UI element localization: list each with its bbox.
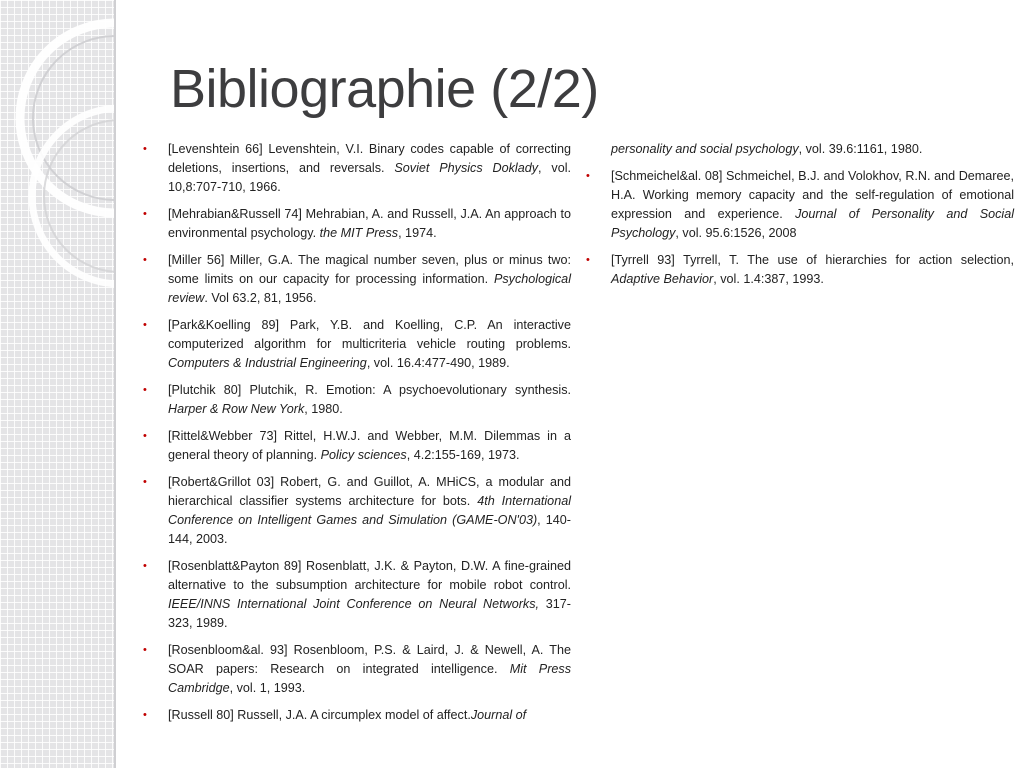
- reference-text: [Levenshtein 66] Levenshtein, V.I. Binary codes capable of correcting deletions, insertions, and reversals.: [168, 142, 571, 175]
- reference-details: , vol. 39.6:1161, 1980.: [798, 142, 923, 156]
- reference-source: Psychological review: [168, 272, 571, 305]
- reference-item: [168, 557, 571, 633]
- bibliography-right-column: [611, 140, 1014, 297]
- reference-text: [Plutchik 80] Plutchik, R. Emotion: A psychoevolutionary synthesis.: [168, 383, 571, 397]
- reference-text: [Rosenblatt&Payton 89] Rosenblatt, J.K. & Payton, D.W. A fine-grained alternative to the subsumption architecture for mobile robot control.: [168, 559, 571, 592]
- reference-source: Mit Press Cambridge: [168, 662, 571, 695]
- reference-details: , 4.2:155-169, 1973.: [406, 448, 520, 462]
- reference-details: 317-323, 1989.: [168, 597, 571, 630]
- reference-source: 4th International Conference on Intelligent Games and Simulation (GAME-ON'03): [168, 494, 571, 527]
- reference-item: [168, 473, 571, 549]
- reference-item: [168, 251, 571, 308]
- decorative-sidebar-pattern: [0, 0, 114, 768]
- reference-source: Journal of: [470, 708, 527, 722]
- reference-source: Adaptive Behavior: [611, 272, 714, 286]
- reference-item: [168, 706, 571, 725]
- reference-text: [Miller 56] Miller, G.A. The magical number seven, plus or minus two: some limits on our capacity for processing information.: [168, 253, 571, 286]
- reference-source: Soviet Physics Doklady: [394, 161, 539, 175]
- reference-source: personality and social psychology: [611, 142, 799, 156]
- reference-text: [Tyrrell 93] Tyrrell, T. The use of hierarchies for action selection,: [611, 253, 1014, 267]
- reference-item: [168, 140, 571, 197]
- reference-text: [Rosenbloom&al. 93] Rosenbloom, P.S. & Laird, J. & Newell, A. The SOAR papers: Research on integrated intelligence.: [168, 643, 571, 676]
- reference-item: [168, 316, 571, 373]
- reference-text: [Rittel&Webber 73] Rittel, H.W.J. and Webber, M.M. Dilemmas in a general theory of planning.: [168, 429, 571, 462]
- reference-source: IEEE/INNS International Joint Conference on Neural Networks,: [168, 597, 540, 611]
- reference-details: , vol. 1.4:387, 1993.: [713, 272, 824, 286]
- reference-text: [Robert&Grillot 03] Robert, G. and Guillot, A. MHiCS, a modular and hierarchical classifier systems architecture for bots.: [168, 475, 571, 508]
- reference-source: Computers & Industrial Engineering: [168, 356, 367, 370]
- reference-text: [Schmeichel&al. 08] Schmeichel, B.J. and Volokhov, R.N. and Demaree, H.A. Working memory capacity and the self-regulation of emotional expression and experience.: [611, 169, 1014, 221]
- reference-details: , 1980.: [304, 402, 343, 416]
- reference-details: , vol. 10,8:707-710, 1966.: [168, 161, 571, 194]
- reference-text: [Mehrabian&Russell 74] Mehrabian, A. and Russell, J.A. An approach to environmental psychology.: [168, 207, 571, 240]
- reference-source: Harper & Row New York: [168, 402, 305, 416]
- reference-source: the MIT Press: [319, 226, 399, 240]
- reference-details: , vol. 95.6:1526, 2008: [675, 226, 797, 240]
- reference-continuation: [611, 140, 1014, 159]
- reference-item: [611, 167, 1014, 243]
- slide-title: Bibliographie (2/2): [170, 59, 599, 119]
- reference-item: [611, 251, 1014, 289]
- reference-details: , vol. 16.4:477-490, 1989.: [366, 356, 510, 370]
- reference-details: , 1974.: [398, 226, 437, 240]
- reference-item: [168, 381, 571, 419]
- decorative-arcs: [0, 0, 114, 768]
- reference-text: [Park&Koelling 89] Park, Y.B. and Koelling, C.P. An interactive computerized algorithm for multicriteria vehicle routing problems.: [168, 318, 571, 351]
- reference-item: [168, 427, 571, 465]
- reference-details: , 140-144, 2003.: [168, 513, 571, 546]
- bibliography-left-column: [168, 140, 571, 733]
- reference-details: . Vol 63.2, 81, 1956.: [204, 291, 317, 305]
- reference-source: Journal of Personality and Social Psychology: [611, 207, 1014, 240]
- reference-item: [168, 641, 571, 698]
- sidebar-divider: [114, 0, 116, 768]
- reference-text: [Russell 80] Russell, J.A. A circumplex model of affect.: [168, 708, 471, 722]
- reference-source: Policy sciences: [320, 448, 407, 462]
- reference-item: [168, 205, 571, 243]
- reference-details: , vol. 1, 1993.: [229, 681, 306, 695]
